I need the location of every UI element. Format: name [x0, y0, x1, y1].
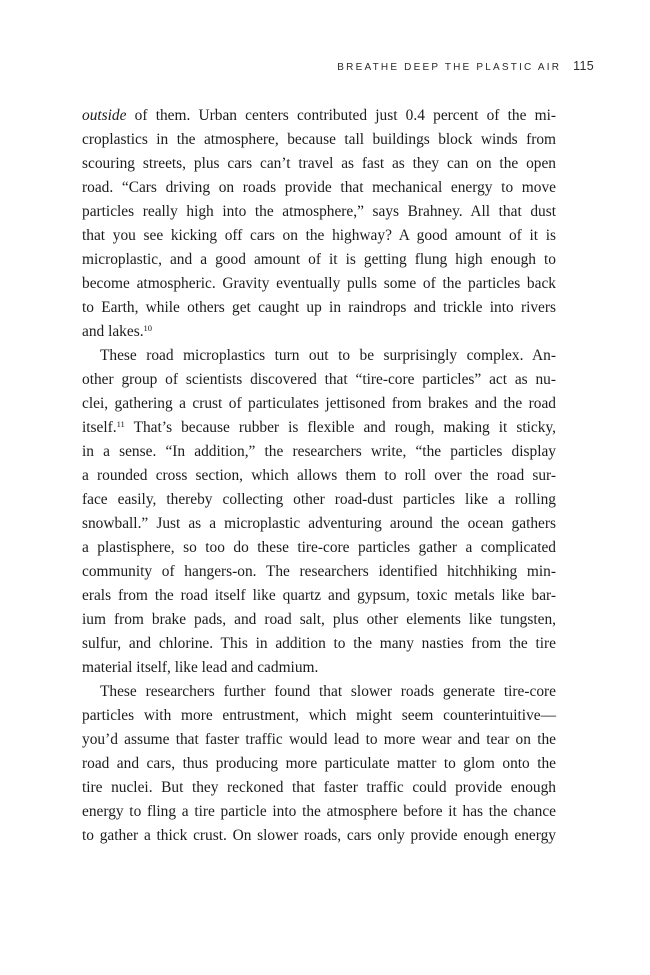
- paragraph-2: [82, 344, 556, 680]
- text-line: ium from brake pads, and road salt, plus other elements like tungsten,: [82, 611, 556, 628]
- text-line: community of hangers-on. The researchers identified hitchhiking min-: [82, 563, 556, 580]
- footnote-ref: 11: [116, 419, 125, 429]
- paragraph-1: [82, 104, 556, 344]
- text-line: a plastisphere, so too do these tire-core particles gather a complicated: [82, 539, 556, 556]
- line-text: itself.: [82, 419, 117, 436]
- body-text: [82, 104, 556, 848]
- text-line: [82, 320, 556, 344]
- text-line: croplastics in the atmosphere, because tall buildings block winds from: [82, 131, 556, 148]
- line-text: That’s because rubber is flexible and rough, making it sticky,: [124, 419, 556, 436]
- text-line: road. “Cars driving on roads provide that mechanical energy to move: [82, 179, 556, 196]
- text-line: particles with more entrustment, which might seem counterintuitive—: [82, 707, 556, 724]
- text-line: face easily, thereby collecting other road-dust particles like a rolling: [82, 491, 556, 508]
- text-line: snowball.” Just as a microplastic adventuring around the ocean gathers: [82, 515, 556, 532]
- text-line: clei, gathering a crust of particulates jettisoned from brakes and the road: [82, 395, 556, 412]
- text-line: to Earth, while others get caught up in raindrops and trickle into rivers: [82, 299, 556, 316]
- text-line: scouring streets, plus cars can’t travel as fast as they can on the open: [82, 155, 556, 172]
- text-line: a rounded cross section, which allows them to roll over the road sur-: [82, 467, 556, 484]
- text-line: These road microplastics turn out to be surprisingly complex. An-: [100, 347, 556, 364]
- italic-word: outside: [82, 107, 127, 124]
- page-number: 115: [573, 59, 594, 73]
- running-title: BREATHE DEEP THE PLASTIC AIR: [337, 62, 562, 73]
- line-text: and lakes.: [82, 323, 144, 340]
- text-line: other group of scientists discovered that “tire-core particles” act as nu-: [82, 371, 556, 388]
- line-text: of them. Urban centers contributed just 0.4 percent of the mi-: [126, 107, 556, 124]
- text-line: road and cars, thus producing more particulate matter to glom onto the: [82, 755, 556, 772]
- text-line: in a sense. “In addition,” the researchers write, “the particles display: [82, 443, 556, 460]
- text-line: become atmospheric. Gravity eventually pulls some of the particles back: [82, 275, 556, 292]
- text-line: energy to fling a tire particle into the atmosphere before it has the chance: [82, 803, 556, 820]
- footnote-ref: 10: [143, 323, 153, 333]
- text-line: microplastic, and a good amount of it is getting flung high enough to: [82, 251, 556, 268]
- text-line: you’d assume that faster traffic would lead to more wear and tear on the: [82, 731, 556, 748]
- text-line: tire nuclei. But they reckoned that faster traffic could provide enough: [82, 779, 556, 796]
- text-line: that you see kicking off cars on the highway? A good amount of it is: [82, 227, 556, 244]
- text-line: particles really high into the atmosphere,” says Brahney. All that dust: [82, 203, 556, 220]
- text-line: sulfur, and chlorine. This in addition to the many nasties from the tire: [82, 635, 556, 652]
- text-line: erals from the road itself like quartz and gypsum, toxic metals like bar-: [82, 587, 556, 604]
- text-line: to gather a thick crust. On slower roads, cars only provide enough energy: [82, 827, 556, 844]
- text-line: [82, 416, 556, 440]
- running-head: [337, 59, 594, 73]
- text-line: These researchers further found that slower roads generate tire-core: [100, 683, 556, 700]
- text-line: [82, 104, 556, 128]
- paragraph-3: [82, 680, 556, 848]
- text-line: material itself, like lead and cadmium.: [82, 659, 319, 676]
